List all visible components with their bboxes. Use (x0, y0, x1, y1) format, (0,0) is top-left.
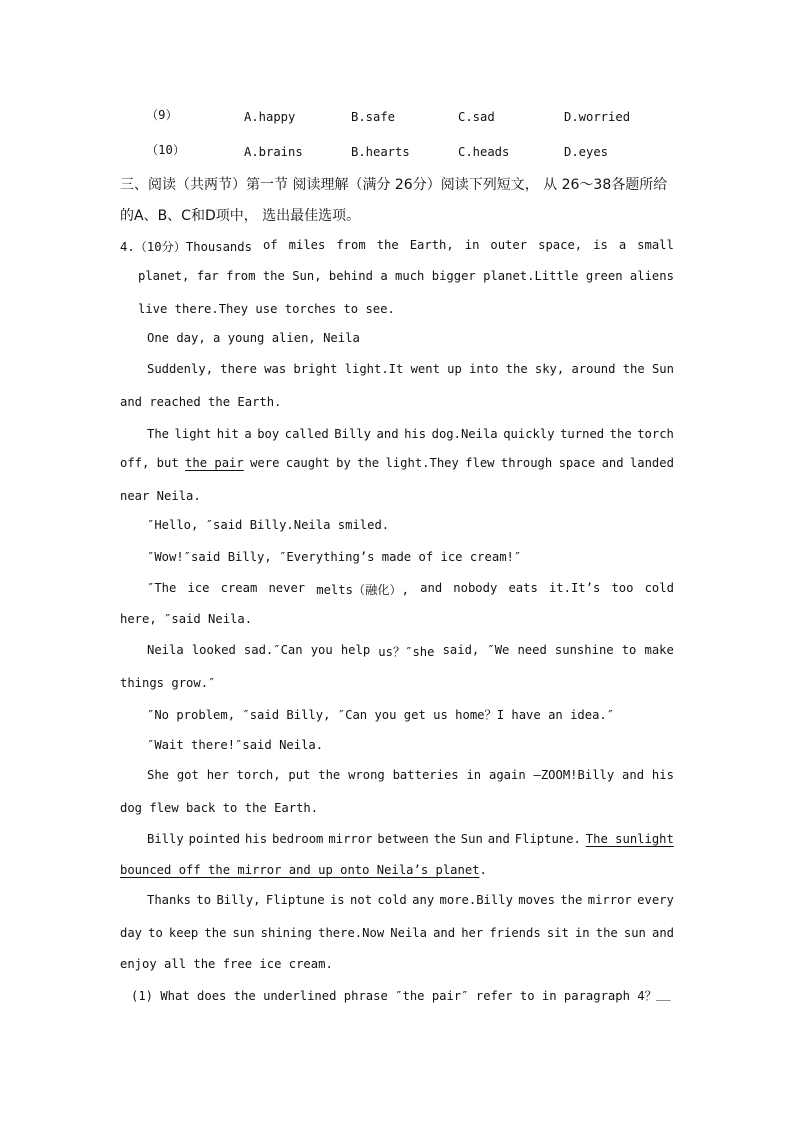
passage-line: near Neila. (120, 489, 201, 503)
option-a: A.happy (244, 110, 296, 124)
option-number: （10） (146, 143, 186, 157)
option-c: C.heads (458, 145, 510, 159)
passage-line: day to keep the sun shining there.Now Neila and her friends sit in the sun and (120, 926, 674, 940)
passage-line: Suddenly, there was bright light.It went up into the sky, around the Sun (147, 362, 674, 376)
option-c: C.sad (458, 110, 495, 124)
passage-line: bounced off the mirror and up onto Neila’s planet. (120, 863, 487, 877)
passage-line: ″Wow!″said Billy, ″Everything’s made of ice cream!″ (147, 550, 522, 564)
passage-line: ″Hello, ″said Billy.Neila smiled. (147, 518, 390, 532)
passage-line: live there.They use torches to see. (138, 302, 395, 316)
passage-line: here, ″said Neila. (120, 612, 253, 626)
passage-line: dog flew back to the Earth. (120, 801, 319, 815)
underlined-sentence: bounced off the mirror and up onto Neila’s planet (120, 863, 480, 877)
option-a: A.brains (244, 145, 303, 159)
passage-line: ″The ice cream never melts（融化）, and nobody eats it.It’s too cold (147, 581, 674, 597)
passage-line: 4.（10分）Thousands of miles from the Earth, in outer space, is a small (120, 238, 674, 254)
passage-line: and reached the Earth. (120, 395, 282, 409)
passage-line: Neila looked sad.″Can you help us？″she said, ″We need sunshine to make (147, 643, 674, 659)
option-b: B.safe (351, 110, 396, 124)
section-heading: 三、阅读（共两节）第一节 阅读理解（满分 26分）阅读下列短文， 从 26～38各题所给 (120, 177, 668, 193)
passage-line: things grow.″ (120, 676, 216, 690)
option-d: D.eyes (564, 145, 609, 159)
underlined-sentence: The sunlight (585, 832, 674, 846)
passage-line: The light hit a boy called Billy and his dog.Neila quickly turned the torch (147, 427, 674, 441)
passage-line: ″No problem, ″said Billy, ″Can you get us home？I have an idea.″ (147, 708, 615, 722)
passage-line: Billy pointed his bedroom mirror between the Sun and Fliptune. The sunlight (147, 832, 674, 846)
passage-line: planet, far from the Sun, behind a much bigger planet.Little green aliens (138, 269, 674, 283)
passage-line: off, but the pair were caught by the light.They flew through space and landed (120, 456, 674, 470)
passage-line: One day, a young alien, Neila (147, 331, 360, 345)
option-d: D.worried (564, 110, 631, 124)
answer-blank[interactable]: __ (656, 987, 671, 1001)
passage-line: She got her torch, put the wrong batteries in again –ZOOM!Billy and his (147, 768, 674, 782)
option-b: B.hearts (351, 145, 410, 159)
passage-line: Thanks to Billy, Fliptune is not cold any more.Billy moves the mirror every (147, 893, 674, 907)
underlined-phrase: the pair (185, 456, 244, 470)
section-instruction: 的A、B、C和D项中， 选出最佳选项。 (120, 208, 361, 224)
option-number: （9） (146, 108, 178, 122)
question-text: (1) What does the underlined phrase ″the pair″ refer to in paragraph 4？ (131, 989, 657, 1003)
passage-line: enjoy all the free ice cream. (120, 957, 333, 971)
passage-line: ″Wait there!″said Neila. (147, 738, 324, 752)
